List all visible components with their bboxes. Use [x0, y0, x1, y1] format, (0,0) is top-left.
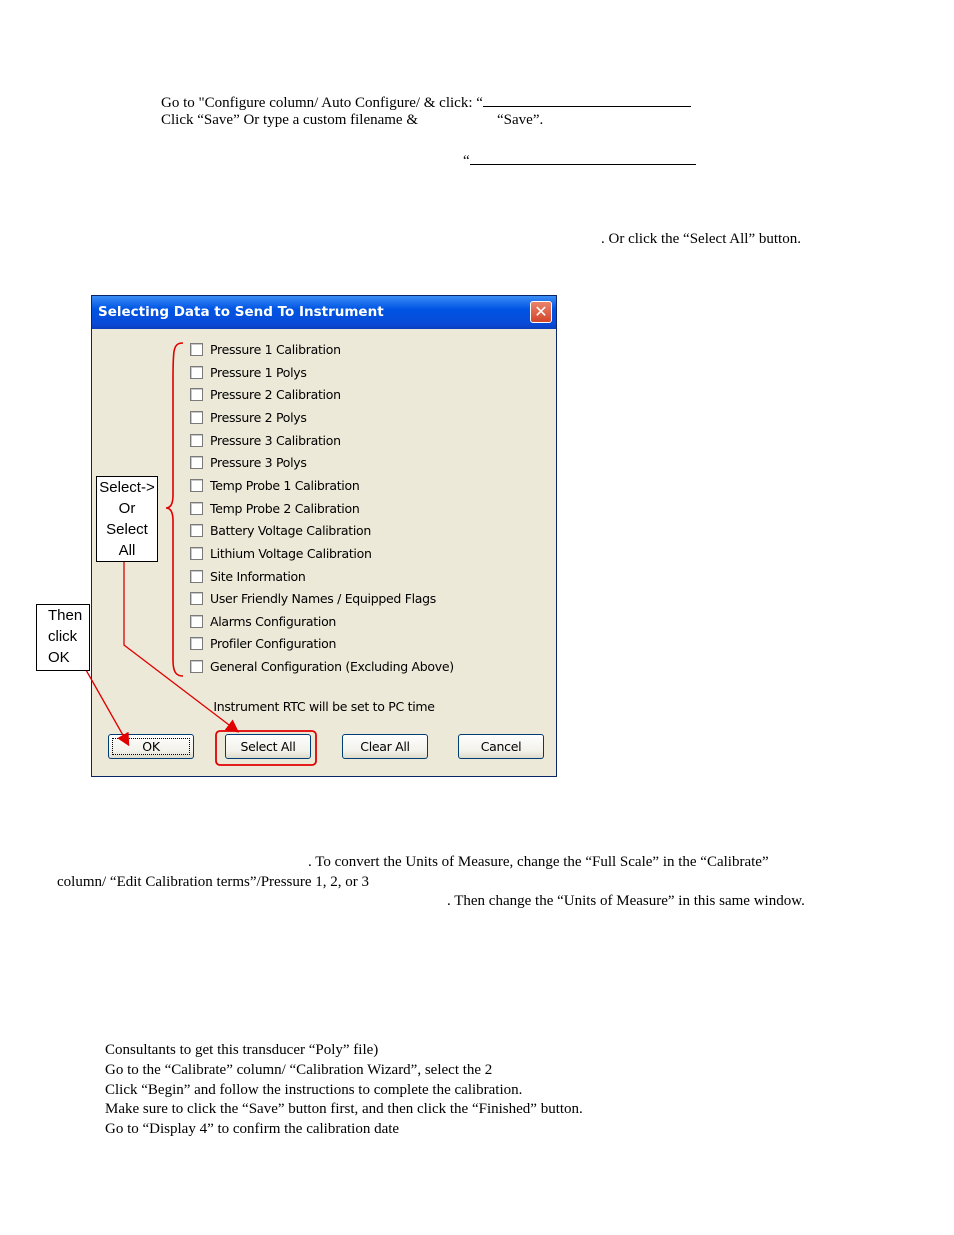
callout-text: Select->	[99, 479, 155, 496]
instruction-text: column/ “Edit Calibration terms”/Pressure 1, 2, or 3	[57, 874, 370, 890]
instruction-line-2b	[497, 111, 543, 129]
ok-button[interactable]	[108, 734, 194, 759]
checkbox-label: Pressure 2 Polys	[210, 409, 307, 425]
instruction-text: “	[463, 153, 470, 169]
dialog-title: Selecting Data to Send To Instrument	[98, 304, 384, 320]
ok-callout	[36, 604, 90, 671]
instruction-text: . Then change the “Units of Measure” in this same window.	[447, 893, 805, 909]
checkbox[interactable]	[190, 615, 203, 628]
instruction-text: Go to "Configure column/ Auto Configure/ & click: “	[161, 95, 483, 111]
instruction-text: . Or click the “Select All” button.	[601, 231, 801, 247]
dialog-titlebar[interactable]	[92, 296, 556, 329]
callout-text: Select	[106, 521, 148, 538]
select-all-label: Select All	[240, 739, 296, 754]
checkbox-label: Pressure 1 Calibration	[210, 342, 341, 357]
step-line: Click “Begin” and follow the instructions to complete the calibration.	[105, 1081, 523, 1098]
step-line: Consultants to get this transducer “Poly” file)	[105, 1042, 379, 1058]
checkbox[interactable]	[190, 592, 203, 605]
clear-all-button[interactable]	[342, 734, 428, 759]
checkbox[interactable]	[190, 343, 203, 356]
checkbox-label: User Friendly Names / Equipped Flags	[210, 591, 436, 607]
checkbox[interactable]	[190, 660, 203, 673]
checkbox-label: Pressure 1 Polys	[210, 364, 307, 380]
instruction-text: . To convert the Units of Measure, change the “Full Scale” in the “Calibrate”	[308, 854, 769, 870]
instruction-text: “Save”.	[497, 112, 544, 128]
select-all-button[interactable]	[225, 734, 311, 759]
callout-text: OK	[48, 649, 70, 666]
step-line: Go to the “Calibrate” column/ “Calibration Wizard”, select the 2	[105, 1061, 493, 1078]
checkbox-label: Profiler Configuration	[210, 636, 337, 652]
step-line: Go to “Display 4” to confirm the calibration date	[105, 1121, 400, 1138]
checkbox-label: General Configuration (Excluding Above)	[210, 659, 454, 675]
checkbox[interactable]	[190, 434, 203, 447]
select-callout	[96, 476, 158, 562]
checkbox-label: Alarms Configuration	[210, 613, 337, 629]
callout-text: Then	[48, 607, 83, 624]
instruction-line-4	[601, 230, 801, 248]
checkbox-label: Pressure 3 Polys	[210, 455, 307, 471]
ok-button-label: OK	[112, 738, 190, 755]
checkbox-label: Lithium Voltage Calibration	[210, 545, 372, 561]
blank-underline	[470, 150, 696, 165]
checkbox[interactable]	[190, 456, 203, 469]
dialog-body	[96, 329, 552, 772]
checkbox[interactable]	[190, 547, 203, 560]
instruction-line-2	[161, 111, 418, 129]
checkbox-label: Temp Probe 1 Calibration	[210, 477, 360, 493]
checkbox[interactable]	[190, 524, 203, 537]
checkbox[interactable]	[190, 637, 203, 650]
clear-all-label: Clear All	[360, 739, 410, 754]
step-line: Make sure to click the “Save” button first, and then click the “Finished” button.	[105, 1101, 583, 1118]
checkbox-label: Pressure 2 Calibration	[210, 387, 341, 403]
rtc-note: Instrument RTC will be set to PC time	[213, 699, 435, 714]
send-data-dialog	[91, 295, 557, 777]
checkbox[interactable]	[190, 502, 203, 515]
para2-line-3	[447, 892, 805, 910]
close-button[interactable]	[530, 301, 552, 323]
checkbox[interactable]	[190, 570, 203, 583]
instruction-text: Click “Save” Or type a custom filename &	[161, 112, 418, 128]
callout-text: All	[118, 542, 136, 559]
callout-text: Or	[118, 500, 136, 517]
checkbox[interactable]	[190, 479, 203, 492]
checkbox-label: Battery Voltage Calibration	[210, 523, 372, 539]
checkbox[interactable]	[190, 411, 203, 424]
checkbox[interactable]	[190, 388, 203, 401]
para2-line-2	[57, 873, 369, 891]
cancel-label: Cancel	[480, 739, 522, 754]
blank-underline	[483, 92, 691, 107]
checkbox-label: Site Information	[210, 568, 306, 584]
para2-line-1	[308, 853, 769, 871]
callout-text: click	[48, 628, 78, 645]
close-icon: ✕	[534, 302, 548, 321]
cancel-button[interactable]	[458, 734, 544, 759]
checkbox-label: Pressure 3 Calibration	[210, 432, 341, 448]
checkbox[interactable]	[190, 366, 203, 379]
checkbox-label: Temp Probe 2 Calibration	[210, 500, 360, 516]
instruction-line-1	[161, 92, 691, 112]
instruction-line-3	[463, 150, 696, 170]
